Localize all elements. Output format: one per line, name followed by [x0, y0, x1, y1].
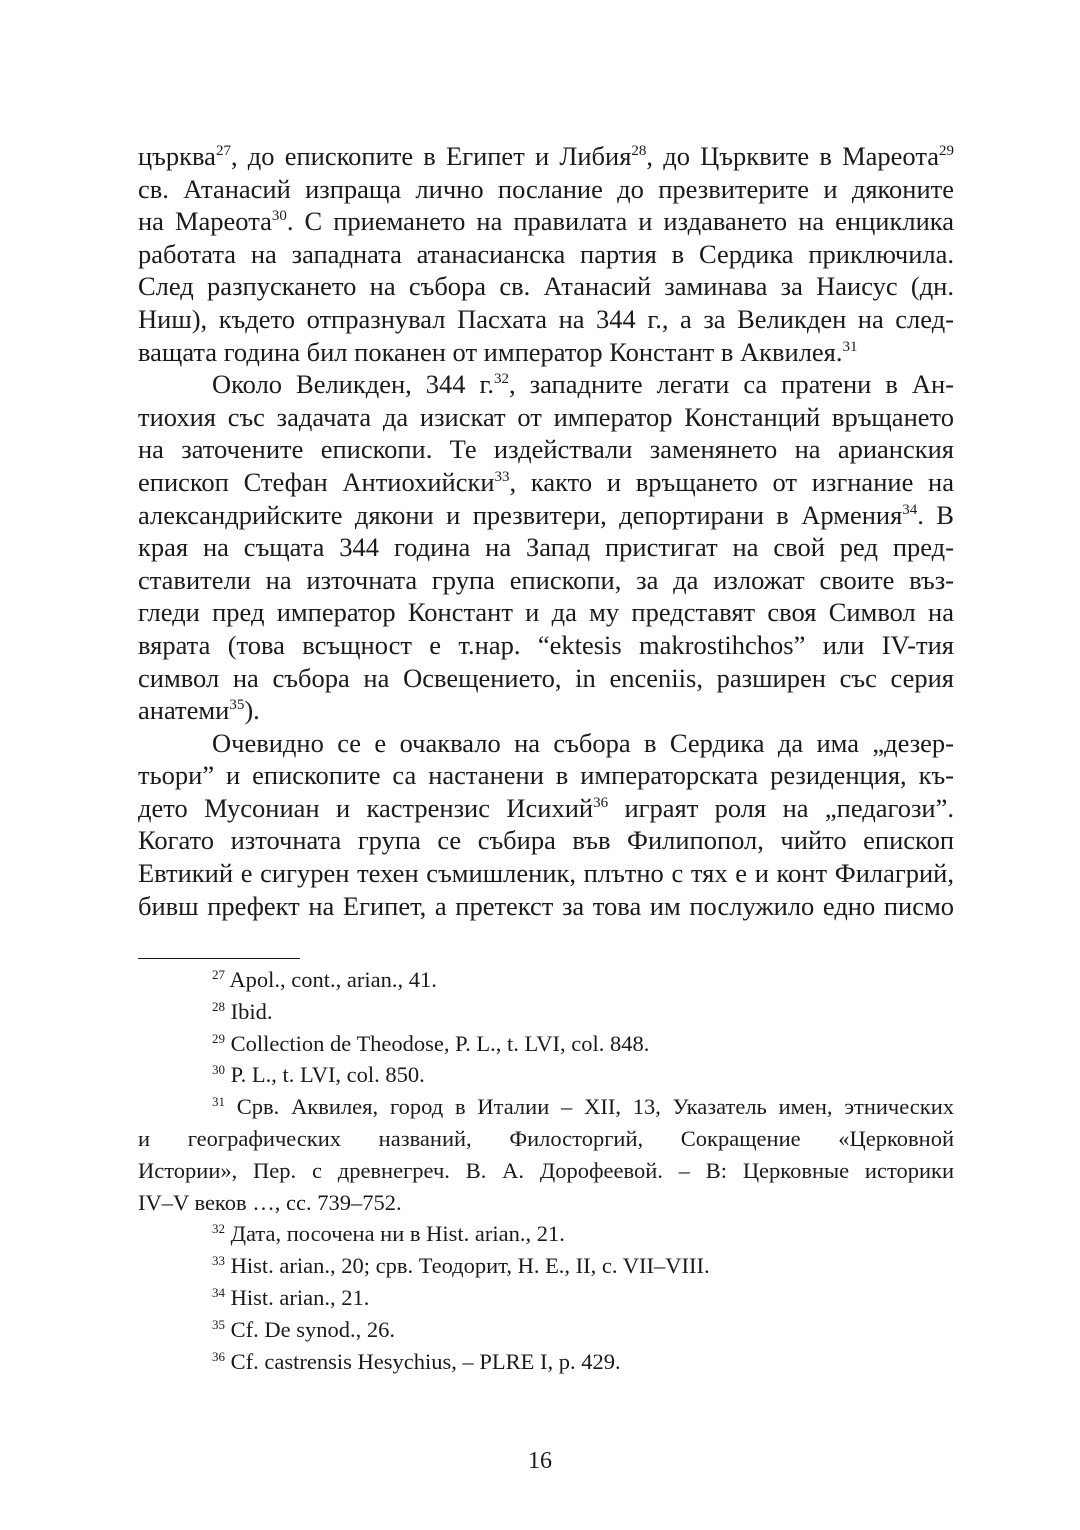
footnote: $^{33}$ Hist. arian., 20; срв. Теодорит, H. E., II, c. VII–VIII.	[212, 1253, 710, 1279]
body-line: дето Мусониан и кастрензис Исихий$^{36}$ играят роля на „педагози”.	[138, 792, 954, 823]
body-line: Когато източната група се събира във Филипопол, чийто епископ	[138, 825, 954, 856]
footnote-number: 34	[212, 1284, 225, 1300]
body-line: църква$^{27}$, до епископите в Египет и Либия$^{28}$, до Църквите в Мареота$^{29}$	[138, 141, 954, 171]
footnote: $^{36}$ Cf. castrensis Hesychius, – PLRE I, p. 429.	[212, 1348, 621, 1374]
footnote: $^{31}$ Срв. Аквилея, город в Италии – XII, 13, Указатель имен, этнических	[212, 1094, 954, 1120]
body-line: епископ Стефан Антиохийски$^{33}$, както и връщането от изгнание на	[138, 466, 954, 497]
footnotes	[138, 964, 954, 1377]
footnote-number: 27	[212, 967, 225, 982]
footnote-ref[interactable]: 32	[494, 371, 510, 388]
footnote: $^{32}$ Дата, посочена ни в Hist. arian., 21.	[212, 1221, 565, 1247]
footnote-number: 31	[212, 1094, 225, 1110]
footnote: $^{34}$ Hist. arian., 21.	[212, 1284, 370, 1310]
body-line: края на същата 344 година на Запад пристигат на свой ред пред-	[138, 532, 954, 563]
footnote-continuation: Истории», Пер. с древнегреч. В. А. Дорофеевой. – В: Церковные историки	[138, 1157, 954, 1183]
body-line: александрийските дякони и презвитери, депортирани в Армения$^{34}$. В	[138, 499, 954, 530]
body-line: Евтикий е сигурен техен съмишленик, плътно с тях е и конт Филагрий,	[138, 858, 954, 889]
body-line: вярата (това всъщност е т.нар. “ektesis makrostihchos” или IV-тия	[138, 629, 954, 660]
body-line: на Мареота$^{30}$. С приемането на правилата и издаването на енциклика	[138, 206, 954, 237]
body-line: бивш префект на Египет, а претекст за това им послужило едно писмо	[138, 890, 954, 921]
footnote-ref[interactable]: 33	[494, 468, 510, 485]
body-line: ставители на източната група епископи, за да изложат своите въз-	[138, 564, 954, 595]
footnote-ref[interactable]: 31	[842, 338, 858, 355]
footnote: $^{35}$ Cf. De synod., 26.	[212, 1316, 395, 1342]
footnote: $^{27}$ Apol., cont., arian., 41.	[212, 967, 437, 992]
footnote-number: 32	[212, 1221, 225, 1237]
footnote-continuation: IV–V веков …, сс. 739–752.	[138, 1189, 402, 1215]
body-line: След разпускането на събора св. Атанасий заминава за Наисус (дн.	[138, 271, 954, 302]
body-line: Ниш), където отпразнувал Пасхата на 344 г., а за Великден на след-	[138, 303, 954, 334]
body-line: работата на западната атанасианска партия в Сердика приключила.	[138, 238, 954, 269]
body-text	[138, 140, 954, 922]
body-line: тиохия със задачата да изискат от император Констанций връщането	[138, 401, 954, 432]
footnote-continuation: и географических названий, Филосторгий, Сокращение «Церковной	[138, 1125, 954, 1151]
footnote-number: 35	[212, 1316, 225, 1332]
body-line: гледи пред император Констант и да му представят своя Символ на	[138, 597, 954, 628]
footnote-number: 36	[212, 1348, 225, 1364]
footnote-ref[interactable]: 29	[939, 143, 954, 159]
footnote-number: 29	[212, 1030, 225, 1046]
body-line: тьори” и епископите са настанени в императорската резиденция, къ-	[138, 760, 954, 791]
body-line: ващата година бил поканен от император Констант в Аквилея.$^{31}$	[138, 336, 858, 367]
footnote-ref[interactable]: 28	[631, 143, 647, 159]
footnote-ref[interactable]: 30	[271, 208, 287, 225]
body-line: св. Атанасий изпраща лично послание до презвитерите и дяконите	[138, 173, 954, 204]
footnote: $^{28}$ Ibid.	[212, 998, 273, 1024]
footnote-ref[interactable]: 35	[229, 697, 245, 714]
footnote-ref[interactable]: 34	[902, 501, 918, 518]
footnote-number: 33	[212, 1253, 225, 1269]
body-line: Около Великден, 344 г.$^{32}$, западните легати са пратени в Ан-	[212, 369, 954, 400]
body-line: символ на събора на Освещението, in enceniis, разширен със серия	[138, 662, 954, 693]
footnote-separator	[138, 958, 300, 959]
body-line: на заточените епископи. Те издействали заменянето на арианския	[138, 434, 954, 465]
footnote: $^{30}$ P. L., t. LVI, col. 850.	[212, 1062, 425, 1088]
footnote-number: 30	[212, 1062, 225, 1078]
footnote: $^{29}$ Collection de Theodose, P. L., t. LVI, col. 848.	[212, 1030, 650, 1056]
body-line: Очевидно се е очаквало на събора в Сердика да има „дезер-	[212, 727, 954, 758]
body-line: анатеми$^{35}$).	[138, 695, 260, 726]
footnote-number: 28	[212, 998, 225, 1014]
page-number: 16	[528, 1448, 552, 1474]
footnote-ref[interactable]: 27	[215, 143, 231, 159]
footnote-ref[interactable]: 36	[593, 794, 609, 811]
